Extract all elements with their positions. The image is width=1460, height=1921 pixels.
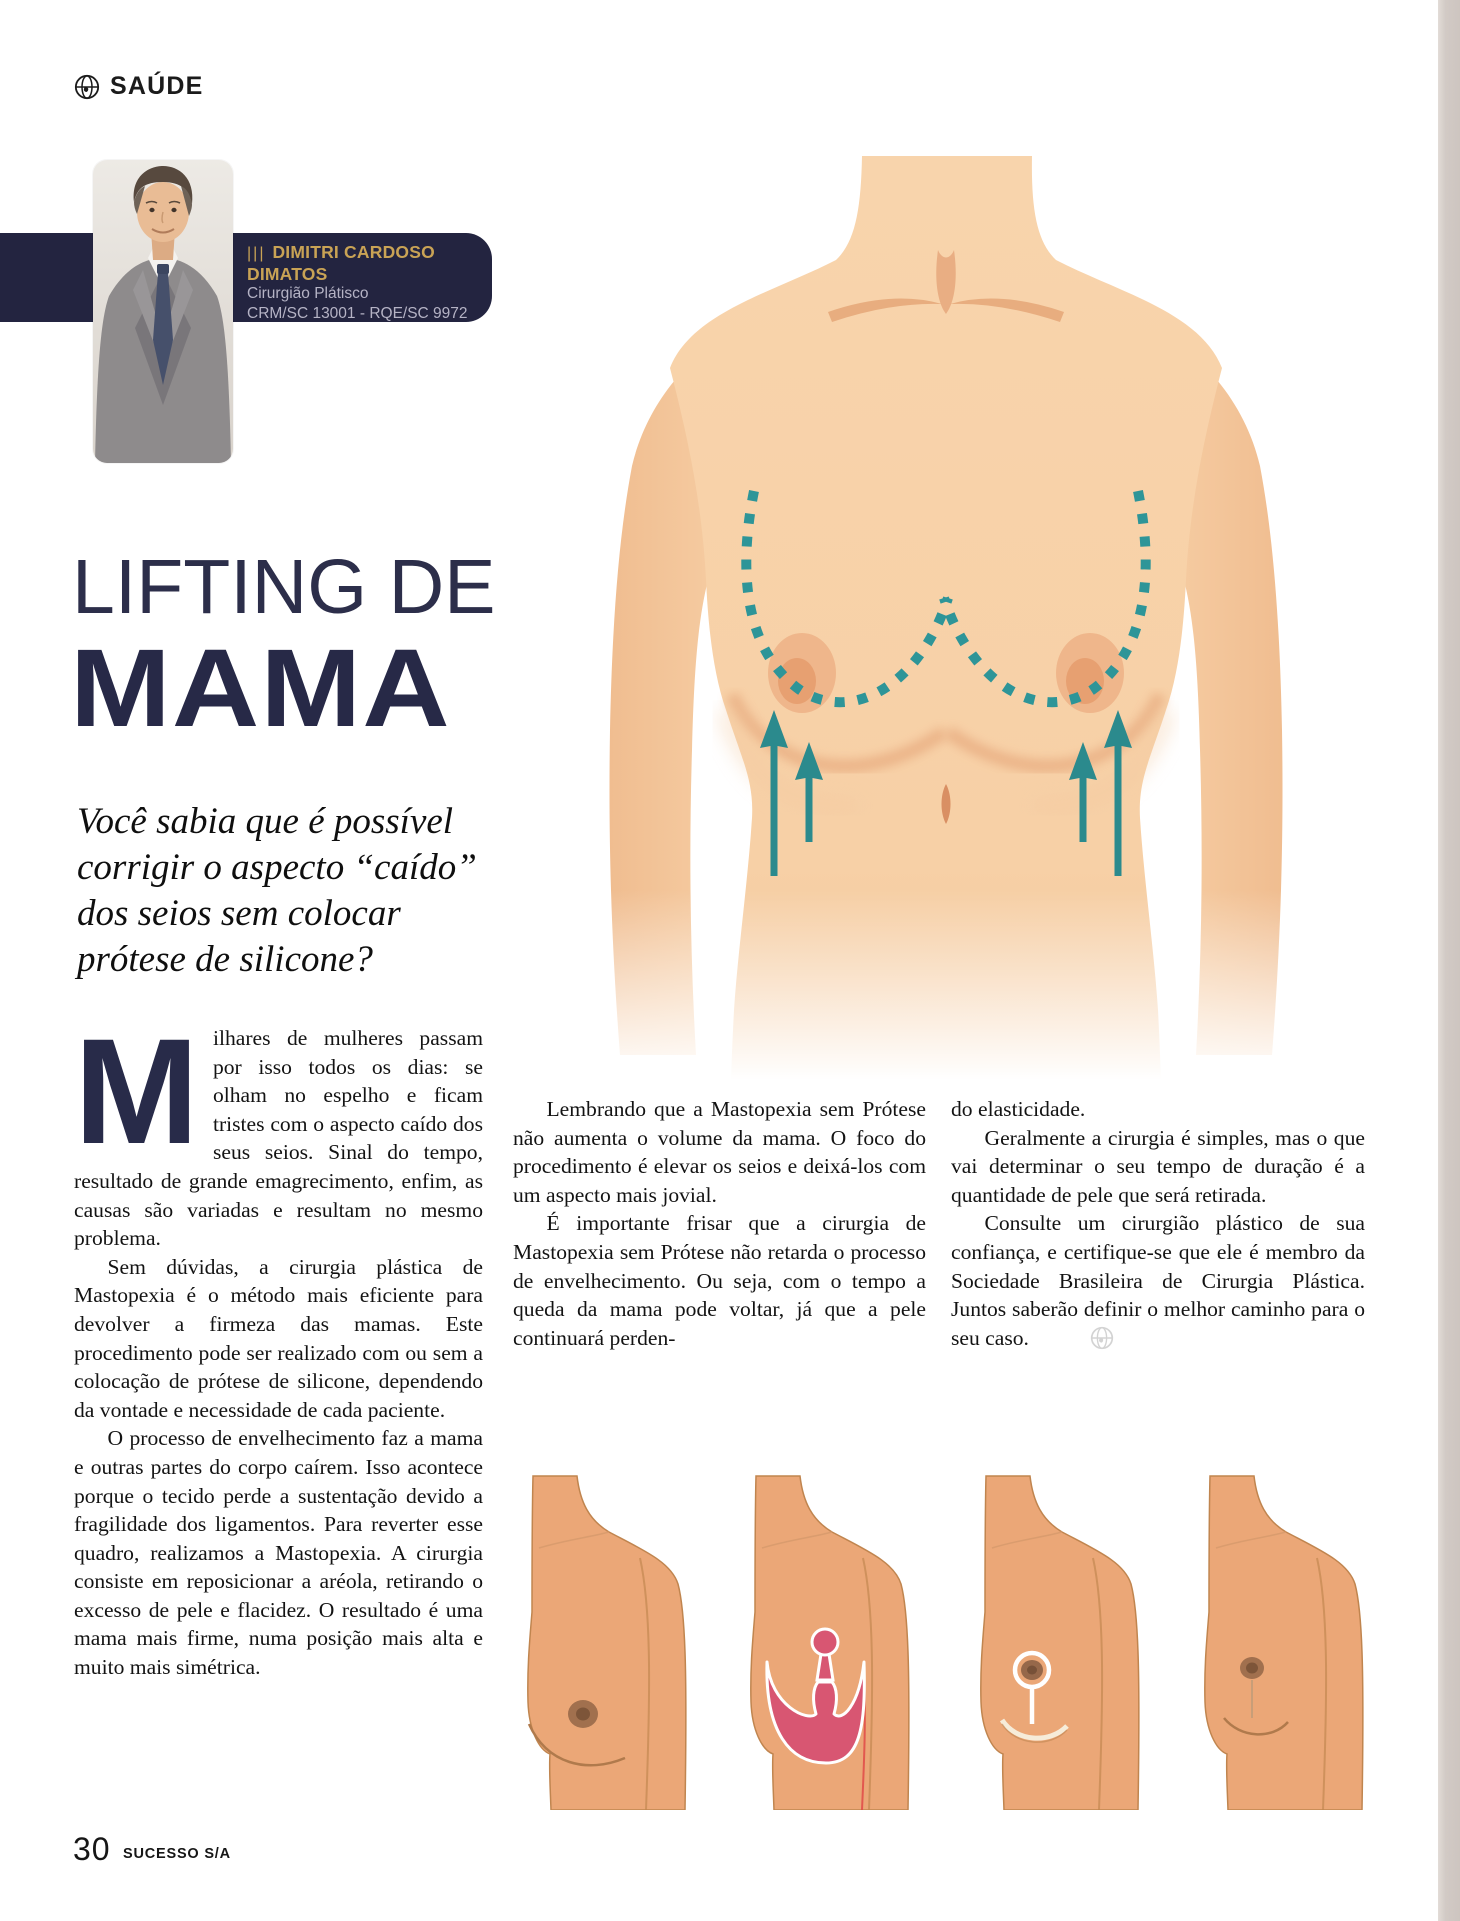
arrow-up xyxy=(795,742,823,842)
left-incision-dashes xyxy=(746,491,948,702)
article-column-3 xyxy=(951,1095,1365,1352)
dropcap: M xyxy=(74,1007,199,1175)
globe-end-mark-icon xyxy=(1057,1326,1081,1350)
torso-illustration xyxy=(500,150,1400,1080)
left-arm xyxy=(609,318,768,1055)
lift-arrows xyxy=(760,710,1132,876)
author-title: Cirurgião Plátisco xyxy=(247,285,369,302)
section-header xyxy=(74,72,204,101)
step-illustration-lifted-result xyxy=(1196,1462,1371,1810)
navel xyxy=(942,784,951,824)
bars-ornament: ||| xyxy=(247,245,266,262)
paragraph: do elasticidade. xyxy=(951,1097,1086,1121)
step-illustration-lollipop-suture xyxy=(972,1462,1147,1810)
paragraph-text: Consulte um cirurgião plástico de sua confiança, e certifique-se que ele é membro da Sociedade Brasileira de Cirurgia Plástica. Juntos saberão definir o melhor caminho para o seu caso. xyxy=(951,1211,1365,1350)
author-registry: CRM/SC 13001 - RQE/SC 9972 xyxy=(247,304,468,322)
torso-body xyxy=(670,156,1222,1080)
arrow-up xyxy=(1069,742,1097,842)
doctor-photo xyxy=(93,160,233,463)
intro-line: prótese de silicone? xyxy=(77,939,373,980)
paragraph-text: ilhares de mulheres passam por isso todos os dias: se olham no espelho e ficam tristes com o aspecto caído dos seus seios. Sinal do tempo, resultado de grande emagrecimento, enfim, as causas são variadas e resultam no mesmo problema. xyxy=(74,1026,483,1251)
paragraph: Geralmente a cirurgia é simples, mas o que vai determinar o seu tempo de duração é a quantidade de pele que será retirada. xyxy=(951,1125,1365,1207)
paragraph: O processo de envelhecimento faz a mama e outras partes do corpo caírem. Isso acontece porque o tecido perde a sustentação devido a fragilidade dos ligamentos. Para reverter esse quadro, realizamos a Mastopexia. A cirurgia consiste em reposicionar a aréola, retirando o excesso de pele e flacidez. O resultado é uma mama mais firme, numa posição mais alta e muito mais simétrica. xyxy=(74,1426,483,1680)
author-badge xyxy=(0,233,492,322)
right-areola xyxy=(1056,633,1124,713)
intro-line: Você sabia que é possível xyxy=(77,801,454,842)
intro-line: corrigir o aspecto “caído” xyxy=(77,847,477,888)
author-text xyxy=(247,242,492,323)
page-title-line2: MAMA xyxy=(70,627,451,750)
magazine-name: SUCESSO S/A xyxy=(123,1846,231,1862)
left-clavicle xyxy=(828,299,942,322)
author-name: DIMITRI CARDOSO DIMATOS xyxy=(247,242,435,284)
globe-icon xyxy=(74,74,100,100)
page-title-line1: LIFTING DE xyxy=(72,544,496,630)
paragraph: Lembrando que a Mastopexia sem Prótese não aumenta o volume da mama. O foco do procedimento é elevar os seios e deixá-los com um aspecto mais jovial. xyxy=(513,1097,926,1207)
breast-lift-diagram xyxy=(500,150,1400,1080)
left-areola xyxy=(768,633,836,713)
right-clavicle xyxy=(950,299,1064,322)
page-edge-strip xyxy=(1438,0,1460,1921)
arrow-up xyxy=(1104,710,1132,876)
step-illustration-resection-area xyxy=(742,1462,917,1810)
paragraph xyxy=(951,1209,1365,1352)
paragraph xyxy=(74,1007,483,1253)
intro-deck xyxy=(77,799,477,983)
intro-line: dos seios sem colocar xyxy=(77,893,401,934)
step-illustration-sagging-breast xyxy=(519,1462,694,1810)
sternal-notch xyxy=(936,250,955,314)
page-number: 30 xyxy=(73,1831,111,1867)
article-column-2 xyxy=(513,1095,926,1352)
paragraph: É importante frisar que a cirurgia de Mastopexia sem Prótese não retarda o processo de envelhecimento. Ou seja, com o tempo a queda da mama pode voltar, já que a pele continuará perden- xyxy=(513,1211,926,1350)
doctor-portrait-image xyxy=(93,160,233,463)
right-incision-dashes xyxy=(944,491,1146,702)
author-name-line xyxy=(247,242,492,284)
right-arm xyxy=(1124,318,1283,1055)
article-column-1 xyxy=(74,1007,483,1682)
section-label: SAÚDE xyxy=(110,72,204,100)
paragraph: Sem dúvidas, a cirurgia plástica de Mastopexia é o método mais eficiente para devolver a firmeza das mamas. Este procedimento pode ser realizado com ou sem a colocação de prótese de silicone, dependendo da vontade e necessidade de cada paciente. xyxy=(74,1254,483,1422)
areola-marker xyxy=(812,1629,838,1655)
arrow-up xyxy=(760,710,788,876)
